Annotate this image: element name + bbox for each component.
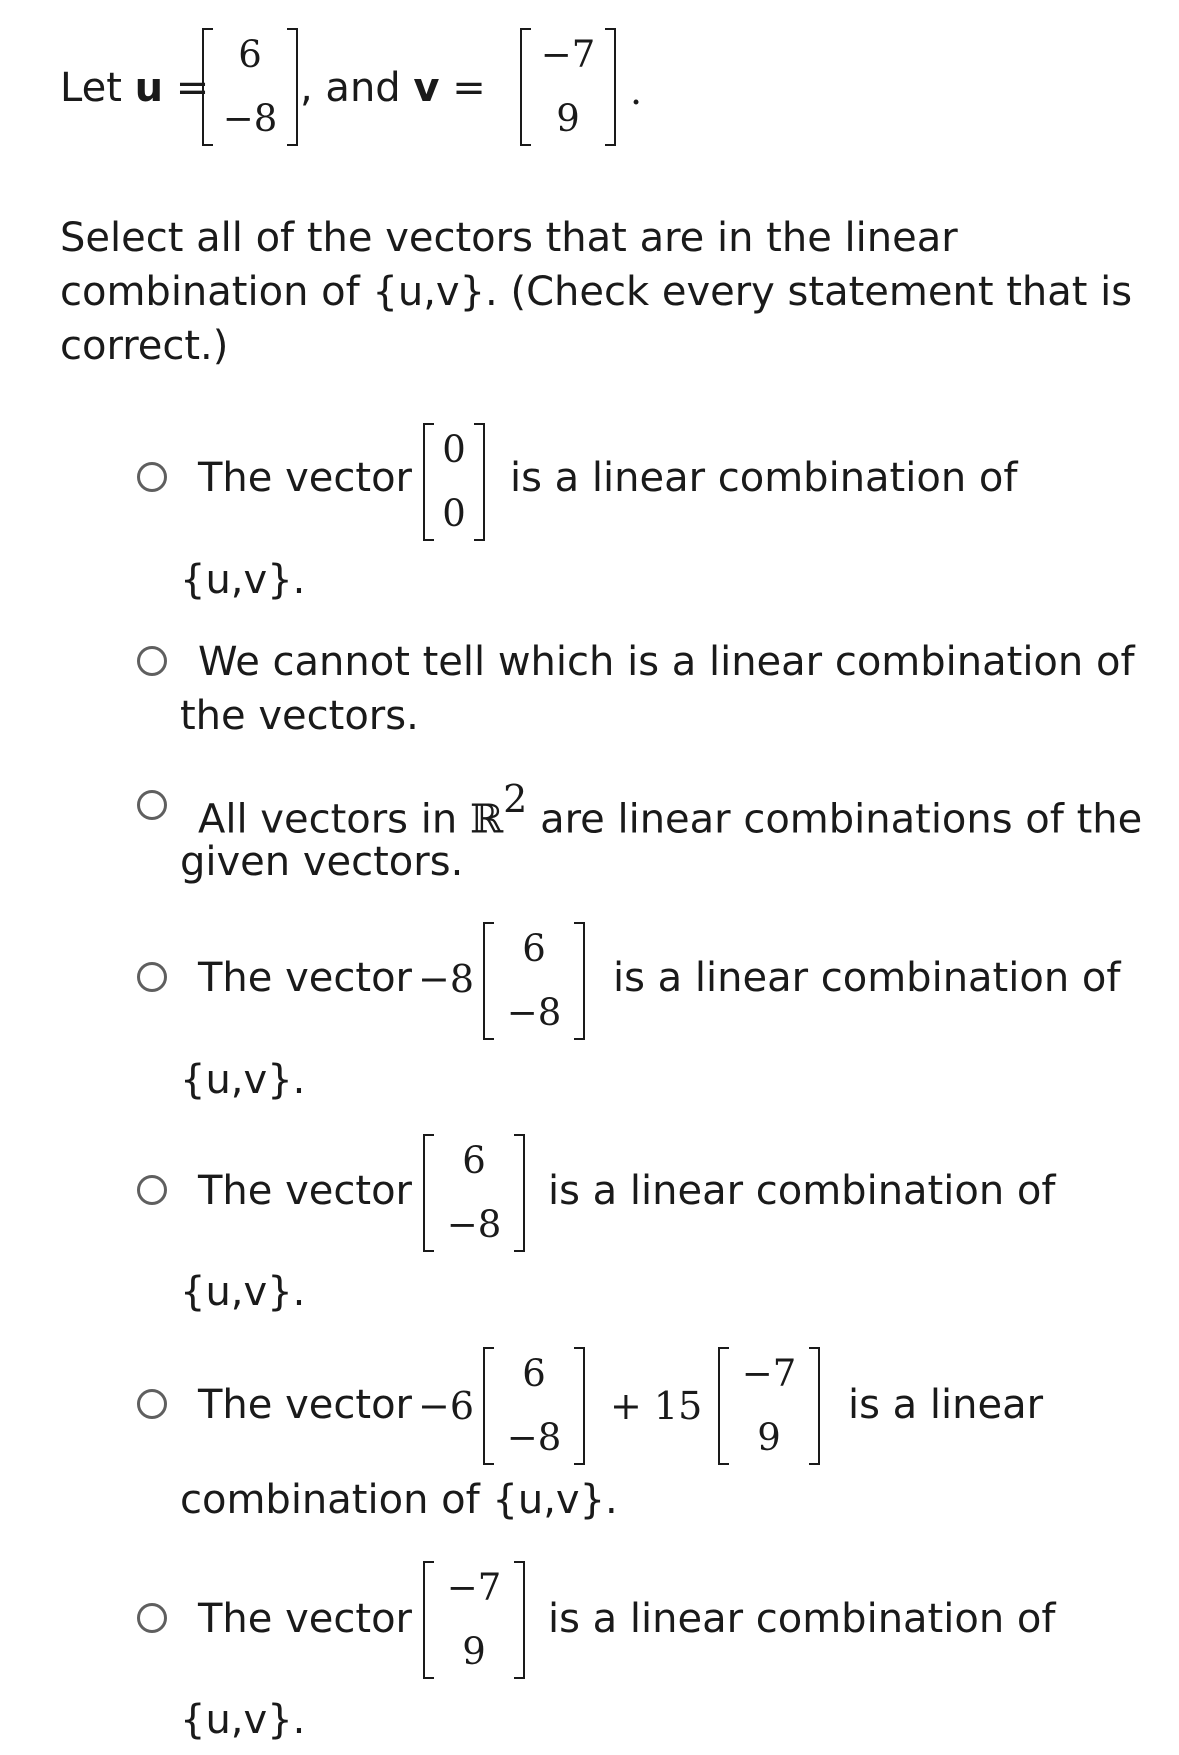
and-v-label [300,65,486,111]
option-4-prefix: The vector [198,955,412,1001]
matrix-entry: 6 [522,927,546,970]
option-6-coefficient-1: −6 [418,1384,475,1428]
equals-sign: = [163,65,210,111]
matrix-entry: 6 [522,1352,546,1395]
matrix-entry: −7 [540,33,596,76]
option-1-vector [423,423,485,541]
option-4-coefficient: −8 [418,957,475,1001]
option-4-tail: {u,v}. [180,1057,306,1103]
option-6-coefficient-2: + 15 [610,1384,703,1428]
real-space-exponent: 2 [503,777,528,821]
option-1-tail: {u,v}. [180,557,306,603]
period: . [630,69,643,113]
option-6-checkbox[interactable] [137,1389,167,1419]
option-1-checkbox[interactable] [137,462,167,492]
option-7-tail: {u,v}. [180,1697,306,1743]
option-7-vector [423,1561,525,1679]
matrix-entry: 0 [442,428,466,471]
option-6-vector-1 [483,1347,585,1465]
u-symbol: u [134,65,164,111]
matrix-entry: 6 [462,1139,486,1182]
matrix-entry: −8 [506,1416,562,1459]
option-7-suffix: is a linear combination of [548,1596,1056,1642]
option-3-line [198,777,1143,843]
option-2-checkbox[interactable] [137,646,167,676]
option-3-checkbox[interactable] [137,790,167,820]
option-1-prefix: The vector [198,455,412,501]
option-7-checkbox[interactable] [137,1603,167,1633]
option-6-prefix: The vector [198,1382,412,1428]
option-5-suffix: is a linear combination of [548,1168,1056,1214]
u-vector-matrix [202,28,298,146]
matrix-entry: 6 [238,33,262,76]
comma-and: , and [300,65,414,111]
option-2-line: We cannot tell which is a linear combination of [198,639,1135,685]
option-3-line: given vectors. [180,839,464,885]
instructions-line: combination of {u,v}. (Check every statement that is [60,269,1133,315]
v-vector-matrix [520,28,616,146]
option-4-checkbox[interactable] [137,962,167,992]
let-label: Let [60,65,135,111]
option-5-checkbox[interactable] [137,1175,167,1205]
option-6-line: combination of {u,v}. [180,1477,618,1523]
option-3-pre: All vectors in [198,796,470,843]
option-4-vector [483,922,585,1040]
equals-sign: = [439,65,486,111]
matrix-entry: −8 [222,97,278,140]
option-6-vector-2 [718,1347,820,1465]
option-6-suffix: is a linear [848,1382,1044,1428]
matrix-entry: −7 [446,1566,502,1609]
v-symbol: v [413,65,440,111]
option-2-line: the vectors. [180,693,419,739]
matrix-entry: 0 [442,492,466,535]
matrix-entry: 9 [556,97,580,140]
option-3-post: are linear combinations of the [527,796,1143,843]
matrix-entry: −8 [506,991,562,1034]
real-space-symbol: ℝ [469,796,504,843]
option-5-tail: {u,v}. [180,1269,306,1315]
matrix-entry: −7 [741,1352,797,1395]
option-1-suffix: is a linear combination of [510,455,1018,501]
option-7-prefix: The vector [198,1596,412,1642]
matrix-entry: 9 [462,1630,486,1673]
instructions-line: correct.) [60,323,229,369]
instructions-line: Select all of the vectors that are in the linear [60,215,958,261]
matrix-entry: 9 [757,1416,781,1459]
problem-statement [60,65,210,111]
matrix-entry: −8 [446,1203,502,1246]
option-5-prefix: The vector [198,1168,412,1214]
option-4-suffix: is a linear combination of [613,955,1121,1001]
option-5-vector [423,1134,525,1252]
